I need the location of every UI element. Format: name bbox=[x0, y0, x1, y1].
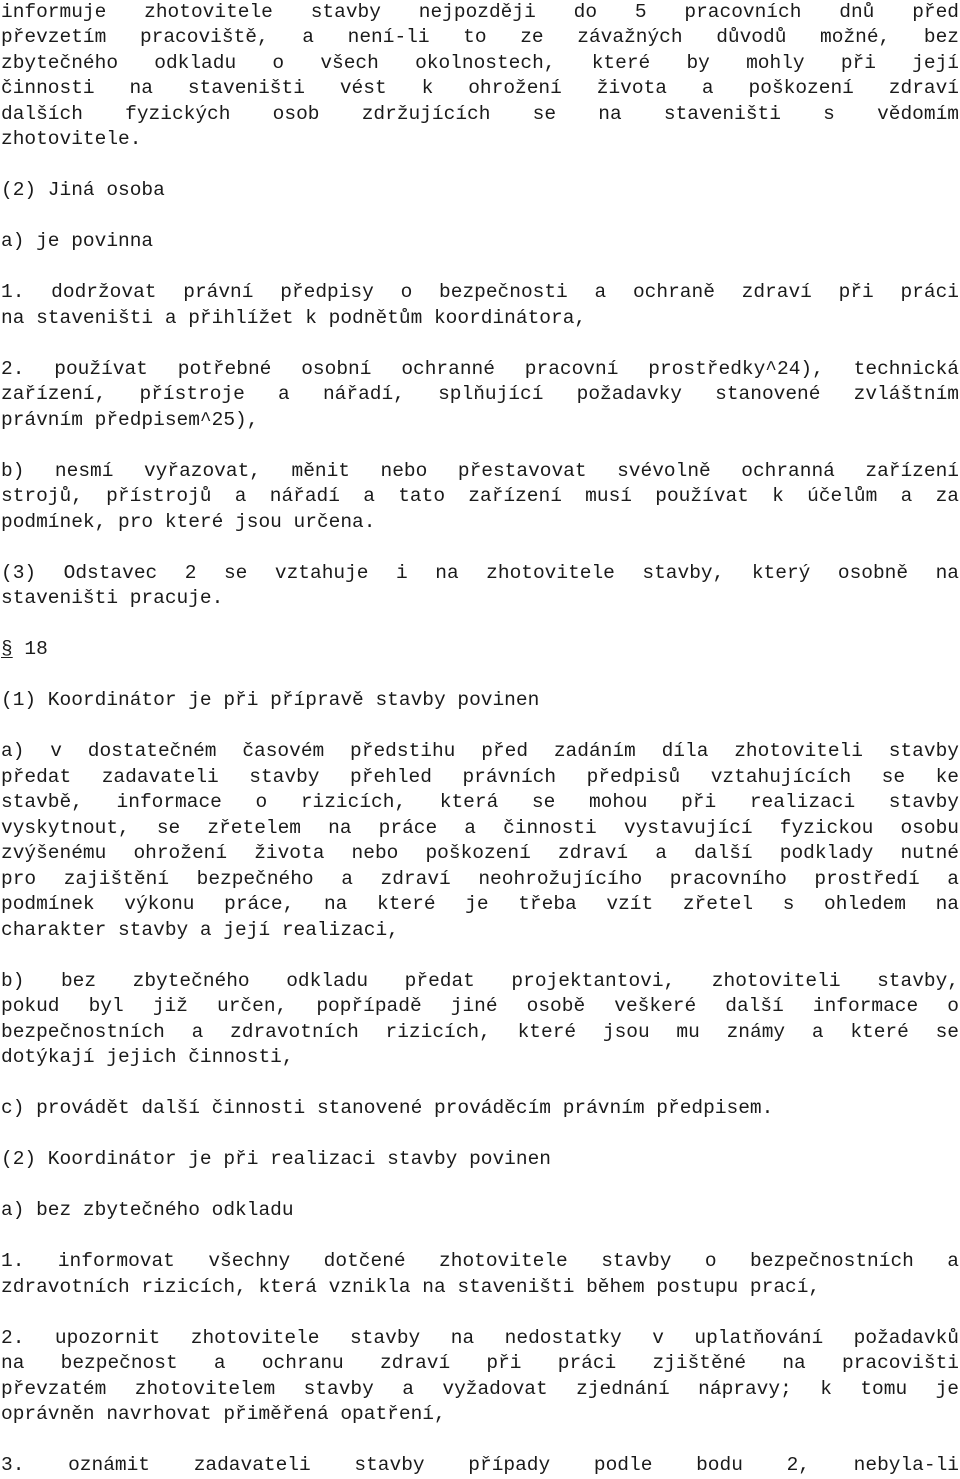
text-line: na bezpečnost a ochranu zdraví při práci zjištěné na pracovišti bbox=[1, 1352, 959, 1374]
text-line: podmínek, pro které jsou určena. bbox=[1, 511, 376, 533]
text-line: informuje zhotovitele stavby nejpozději do 5 pracovních dnů před bbox=[1, 1, 959, 23]
text-line: (2) Jiná osoba bbox=[1, 179, 165, 201]
text-line: vyskytnout, se zřetelem na práce a činnosti vystavující fyzickou osobu bbox=[1, 817, 959, 839]
text-line: převzetím pracoviště, a není-li to ze závažných důvodů možné, bez bbox=[1, 26, 959, 48]
text-line: převzatém zhotovitelem stavby a vyžadovat zjednání nápravy; k tomu je bbox=[1, 1378, 959, 1400]
text-line: bezpečnostních a zdravotních rizicích, které jsou mu známy a které se bbox=[1, 1021, 959, 1043]
text-line: pro zajištění bezpečného a zdraví neohrožujícího pracovního prostředí a bbox=[1, 868, 959, 890]
text-line: 2. používat potřebné osobní ochranné pracovní prostředky^24), technická bbox=[1, 358, 959, 380]
text-line: podmínek výkonu práce, na které je třeba vzít zřetel s ohledem na bbox=[1, 893, 959, 915]
text-line: b) nesmí vyřazovat, měnit nebo přestavovat svévolně ochranná zařízení bbox=[1, 460, 959, 482]
text-line: a) je povinna bbox=[1, 230, 154, 252]
text-line: 3. oznámit zadavateli stavby případy podle bodu 2, nebyla-li bbox=[1, 1454, 959, 1476]
text-line: a) bez zbytečného odkladu bbox=[1, 1199, 294, 1221]
text-line: oprávněn navrhovat přiměřená opatření, bbox=[1, 1403, 446, 1425]
text-line: charakter stavby a její realizaci, bbox=[1, 919, 399, 941]
text-line: (3) Odstavec 2 se vztahuje i na zhotovitele stavby, který osobně na bbox=[1, 562, 959, 584]
text-line: 2. upozornit zhotovitele stavby na nedostatky v uplatňování požadavků bbox=[1, 1327, 959, 1349]
text-line: 1. informovat všechny dotčené zhotovitele stavby o bezpečnostních a bbox=[1, 1250, 959, 1272]
section-mark: § bbox=[1, 638, 13, 660]
text-line: dalších fyzických osob zdržujících se na staveništi s vědomím bbox=[1, 103, 959, 125]
text-line: b) bez zbytečného odkladu předat projektantovi, zhotoviteli stavby, bbox=[1, 970, 959, 992]
text-line: strojů, přístrojů a nářadí a tato zařízení musí používat k účelům a za bbox=[1, 485, 959, 507]
text-line: (2) Koordinátor je při realizaci stavby povinen bbox=[1, 1148, 551, 1170]
section-heading: § 18 bbox=[1, 638, 48, 660]
text-line: na staveništi a přihlížet k podnětům koordinátora, bbox=[1, 307, 587, 329]
text-line: 1. dodržovat právní předpisy o bezpečnosti a ochraně zdraví při práci bbox=[1, 281, 959, 303]
text-line: staveništi pracuje. bbox=[1, 587, 224, 609]
text-line: stavbě, informace o rizicích, která se mohou při realizaci stavby bbox=[1, 791, 959, 813]
text-line: dotýkají jejich činnosti, bbox=[1, 1046, 294, 1068]
text-line: zvýšenému ohrožení života nebo poškození zdraví a další podklady nutné bbox=[1, 842, 959, 864]
text-line: zbytečného odkladu o všech okolnostech, které by mohly při její bbox=[1, 52, 959, 74]
text-line: c) provádět další činnosti stanovené prováděcím právním předpisem. bbox=[1, 1097, 774, 1119]
text-line: zdravotních rizicích, která vznikla na staveništi během postupu prací, bbox=[1, 1276, 821, 1298]
text-line: (1) Koordinátor je při přípravě stavby povinen bbox=[1, 689, 540, 711]
text-line: právním předpisem^25), bbox=[1, 409, 259, 431]
text-line: zařízení, přístroje a nářadí, splňující požadavky stanovené zvláštním bbox=[1, 383, 959, 405]
text-line: předat zadavateli stavby přehled právních předpisů vztahujících se ke bbox=[1, 766, 959, 788]
text-line: pokud byl již určen, popřípadě jiné osobě veškeré další informace o bbox=[1, 995, 959, 1017]
text-line: zhotovitele. bbox=[1, 128, 142, 150]
text-line: činnosti na staveništi vést k ohrožení života a poškození zdraví bbox=[1, 77, 959, 99]
text-line: a) v dostatečném časovém předstihu před zadáním díla zhotoviteli stavby bbox=[1, 740, 959, 762]
